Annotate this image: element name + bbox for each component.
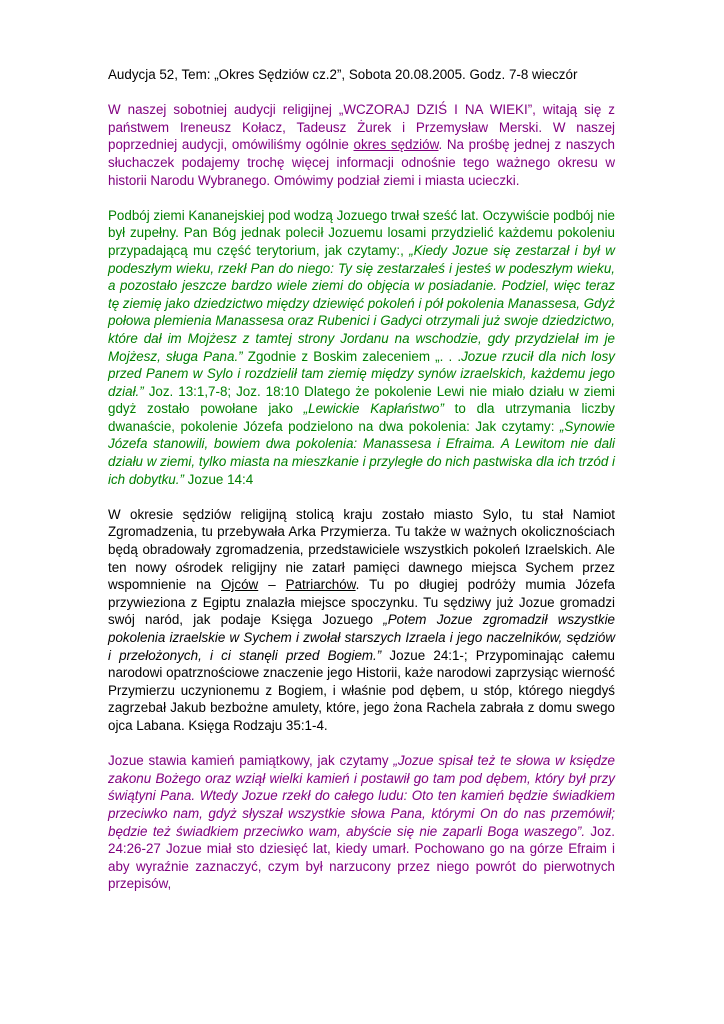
stone-quote: „Jozue spisał też te słowa w księdze zakonu Bożego oraz wziął wielki kamień i postawił go tam pod dębem, który był przy świątyni Pana. Wtedy Jozue rzekł do całego ludu: Oto ten kamień będzie świadkiem przeciwko nam, gdyż słyszał wszystkie słowa Pana, którymi On do nas przemówił; będzie też świadkiem przeciwko wam, abyście się nie zaparli Boga waszego”. <box>108 753 616 839</box>
conquest-text-3: Joz. 13:1,7-8; Joz. 18:10 Dlatego że pokolenie Lewi nie miało działu w ziemi gdyż zostało powołane jako <box>108 383 615 417</box>
sylo-paragraph <box>108 506 615 735</box>
conquest-quote-1: „Kiedy Jozue się zestarzał i był w podeszłym wieku, rzekł Pan do niego: Ty się zestarzałeś i jesteś w podeszłym wieku, a pozostało jeszcze bardzo wiele ziemi do objęcia w posiadanie. Podziel, więc teraz tę ziemię jako dziedzictwo między dziewięć pokoleń i pół pokolenia Manassesa, Gdyż połowa plemienia Manassesa oraz Rubenici i Gadyci otrzymali już swoje dziedzictwo, które dał im Mojżesz z tamtej strony Jordanu na wschodzie, gdy przydzielał im je Mojżesz, sługa Pana.” <box>108 242 615 364</box>
conquest-text-2: Zgodnie z Boskim zaleceniem „. . . <box>242 348 462 364</box>
conquest-paragraph <box>108 207 615 489</box>
conquest-reference: Jozue 14:4 <box>183 471 254 487</box>
document-page <box>108 66 615 893</box>
spacer <box>108 84 615 102</box>
okres-sedziow-link[interactable]: okres sędziów <box>353 137 439 153</box>
conquest-quote-4: „Synowie Józefa stanowili, bowiem dwa pokolenia: Manassesa i Efraima. A Lewitom nie dali działu w ziemi, tylko miasta na mieszkanie i przyległe do nich pastwiska dla ich trzód i ich dobytku.” <box>108 418 615 487</box>
sylo-text-3: Jozue 24:1-; Przypominając całemu narodowi opatrznościowe znaczenie jego Historii, każe narodowi zaprzysiąc wierność Przymierzu uczynionemu z Bogiem, i właśnie pod dębem, u stóp, którego niegdyś zagrzebał Jakub bezbożne amulety, które, jego żona Rachela zabrała z domu swego ojca Labana. Księga Rodzaju 35:1-4. <box>108 647 615 733</box>
audition-header: Audycja 52, Tem: „Okres Sędziów cz.2”, Sobota 20.08.2005. Godz. 7-8 wieczór <box>108 67 578 82</box>
sylo-text-2: . Tu po długiej podróży mumia Józefa przywieziona z Egiptu znalazła miejsce spoczynku. Tu sędziwy już Jozue gromadzi swój naród, jak podaje Księga Jozuego <box>108 577 615 628</box>
conquest-text-4: to dla utrzymania liczby dwanaście, pokolenie Józefa podzielono na dwa pokolenia: Jak czytamy: <box>108 401 615 434</box>
spacer <box>108 735 615 753</box>
intro-text-continued: . Na prośbę jednej z naszych słuchaczek podajemy trochę więcej informacji odnośnie tego ważnego okresu w historii Narodu Wybranego. Omówimy podział ziemi i miasta ucieczki. <box>108 137 615 188</box>
intro-paragraph <box>108 101 615 189</box>
conquest-quote-3: „Lewickie Kapłaństwo” <box>303 401 444 417</box>
spacer <box>108 189 615 207</box>
dash: – <box>258 577 286 593</box>
stone-text: Jozue stawia kamień pamiątkowy, jak czytamy <box>108 753 394 769</box>
sylo-quote: „Potem Jozue zgromadził wszystkie pokolenia izraelskie w Sychem i zwołał starszych Izraela i jego naczelników, sędziów i przełożonych, i ci stanęli przed Bogiem.” <box>108 612 615 663</box>
intro-text: W naszej sobotniej audycji religijnej „WCZORAJ DZIŚ I NA WIEKI”, witają się z państwem Ireneusz Kołacz, Tadeusz Żurek i Przemysław Merski. W naszej poprzedniej audycji, omówiliśmy ogólnie <box>108 102 615 153</box>
spacer <box>108 488 615 506</box>
conquest-text: Podbój ziemi Kananejskiej pod wodzą Jozuego trwał sześć lat. Oczywiście podbój nie był zupełny. Pan Bóg jednak polecił Jozuemu losami przydzielić każdemu pokoleniu przypadającą mu część terytorium, jak czytamy:, <box>108 207 615 258</box>
ojcow-link[interactable]: Ojców <box>221 577 259 593</box>
sylo-text: W okresie sędziów religijną stolicą kraju zostało miasto Sylo, tu stał Namiot Zgromadzenia, tu przebywała Arka Przymierza. Tu także w ważnych okolicznościach będą obradowały zgromadzenia, przedstawiciele wszystkich pokoleń Izraelskich. Ale ten nowy ośrodek religijny nie zatarł pamięci dawnego miejsca Sychem przez wspomnienie na <box>108 506 615 593</box>
conquest-quote-2: Jozue rzucił dla nich losy przed Panem w Sylo i rozdzielił tam ziemię między synów izraelskich, każdemu jego dział.” <box>108 348 615 399</box>
patriarchow-link[interactable]: Patriarchów <box>285 577 356 593</box>
stone-text-2: Joz. 24:26-27 Jozue miał sto dziesięć lat, kiedy umarł. Pochowano go na górze Efraim i aby wyraźnie zaznaczyć, czym był narzucony przez niego powrót do pierwotnych przepisów, <box>108 823 615 892</box>
stone-paragraph <box>108 752 615 893</box>
